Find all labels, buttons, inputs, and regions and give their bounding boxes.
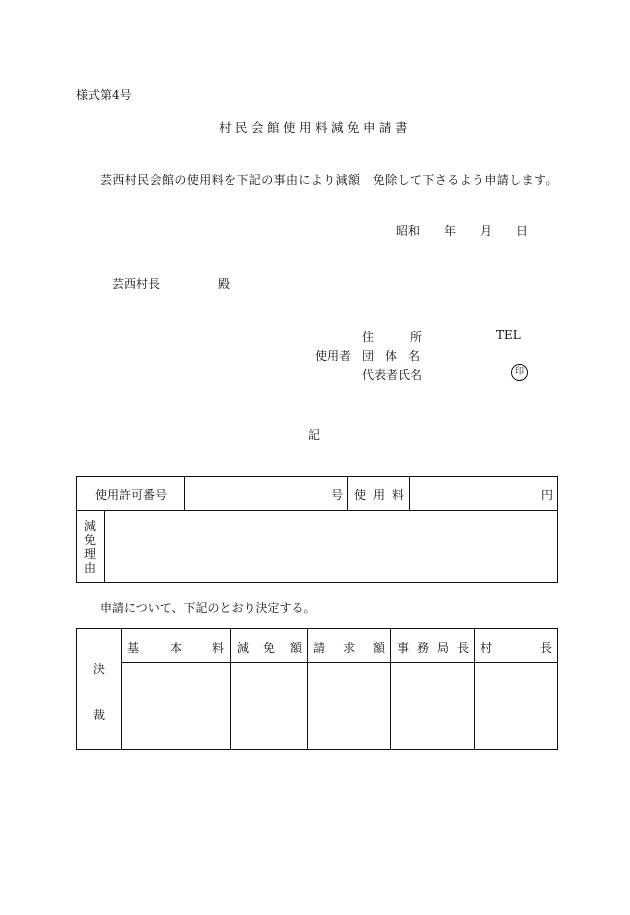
fee-label-1: 使 [354,488,367,502]
fee-label-2: 用 [373,488,386,502]
group-row [0,347,630,363]
group-label-2: 体 [385,349,398,363]
addressee-honorific: 殿 [218,277,231,291]
header-mayor-2: 長 [540,641,553,655]
address-row [0,328,630,344]
date-day-label: 日 [516,224,529,238]
reason-label-2: 免 [83,533,96,547]
header-billed-1: 請 [313,641,326,655]
reason-label-1: 減 [83,519,96,533]
header-base-fee-3: 料 [212,641,225,655]
address-label-2: 所 [410,330,423,344]
reason-label-3: 理 [83,547,96,561]
date-era: 昭和 [396,224,421,238]
header-mayor-1: 村 [480,641,493,655]
side-label-2: 裁 [93,708,106,722]
header-director-3: 局 [437,641,450,655]
representative-row [0,366,630,382]
seal-mark: 印 [511,364,528,381]
ki-heading: 記 [308,428,321,442]
application-statement: 芸西村民会館の使用料を下記の事由により減額 免除して下さるよう申請します。 [100,173,558,187]
number-suffix: 号 [331,488,344,502]
tel-label: TEL [496,328,521,342]
header-base-fee-2: 本 [170,641,183,655]
side-label-1: 決 [93,662,106,676]
permit-number-label: 使用許可番号 [95,488,168,502]
address-label-1: 住 [362,330,375,344]
header-base-fee-1: 基 [127,641,140,655]
representative-label: 代表者氏名 [362,368,423,382]
addressee-name: 芸西村長 [112,277,161,291]
header-reduction-1: 減 [237,641,250,655]
group-label-3: 名 [408,349,421,363]
group-label-1: 団 [362,349,375,363]
fee-label-3: 料 [392,488,405,502]
header-reduction-2: 免 [263,641,276,655]
date-line [396,222,536,238]
form-number: 様式第4号 [76,88,132,102]
header-billed-3: 額 [373,641,386,655]
header-director-2: 務 [417,641,430,655]
page-title: 村民会館使用料減免申請書 [218,120,411,135]
header-director-4: 長 [457,641,470,655]
header-reduction-3: 額 [290,641,303,655]
decision-note: 申請について、下記のとおり決定する。 [100,601,316,615]
yen-unit: 円 [541,488,554,502]
header-billed-2: 求 [343,641,356,655]
date-year-label: 年 [444,224,457,238]
header-director-1: 事 [397,641,410,655]
date-month-label: 月 [480,224,493,238]
reason-label-4: 由 [83,561,96,575]
applicant-label: 使用者 [315,349,352,363]
